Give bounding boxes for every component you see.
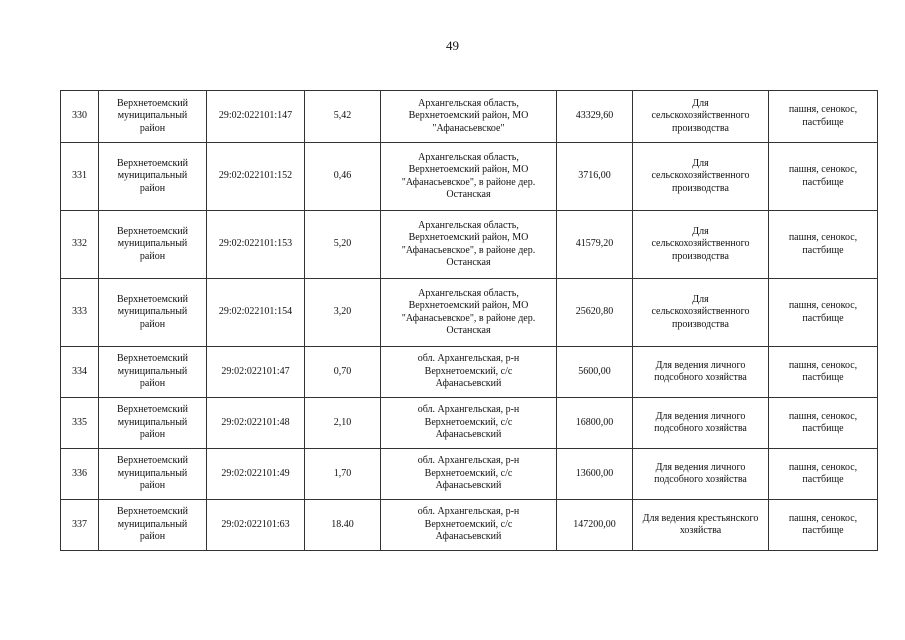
address-cell: Архангельская область, Верхнетоемский район, МО "Афанасьевское", в районе дер. Останская [381, 143, 557, 211]
cadastral-number-cell: 29:02:022101:63 [207, 500, 305, 551]
purpose-cell: Для сельскохозяйственного производства [633, 211, 769, 279]
table-row [61, 347, 878, 398]
area-cell: 3,20 [305, 279, 381, 347]
usage-cell: пашня, сенокос, пастбище [769, 398, 878, 449]
table-row [61, 279, 878, 347]
row-number-cell: 333 [61, 279, 99, 347]
value-cell: 147200,00 [557, 500, 633, 551]
address-cell: Архангельская область, Верхнетоемский район, МО "Афанасьевское", в районе дер. Останская [381, 211, 557, 279]
table-row [61, 211, 878, 279]
cadastral-number-cell: 29:02:022101:48 [207, 398, 305, 449]
cadastral-number-cell: 29:02:022101:154 [207, 279, 305, 347]
usage-cell: пашня, сенокос, пастбище [769, 449, 878, 500]
usage-cell: пашня, сенокос, пастбище [769, 279, 878, 347]
table-row [61, 143, 878, 211]
district-cell: Верхнетоемский муниципальный район [99, 211, 207, 279]
cadastral-number-cell: 29:02:022101:147 [207, 91, 305, 143]
purpose-cell: Для сельскохозяйственного производства [633, 143, 769, 211]
value-cell: 16800,00 [557, 398, 633, 449]
cadastral-number-cell: 29:02:022101:47 [207, 347, 305, 398]
district-cell: Верхнетоемский муниципальный район [99, 500, 207, 551]
purpose-cell: Для ведения крестьянского хозяйства [633, 500, 769, 551]
value-cell: 43329,60 [557, 91, 633, 143]
area-cell: 0,46 [305, 143, 381, 211]
cadastral-number-cell: 29:02:022101:153 [207, 211, 305, 279]
table-row [61, 91, 878, 143]
address-cell: обл. Архангельская, р-н Верхнетоемский, с/с Афанасьевский [381, 449, 557, 500]
usage-cell: пашня, сенокос, пастбище [769, 347, 878, 398]
area-cell: 5,20 [305, 211, 381, 279]
area-cell: 18.40 [305, 500, 381, 551]
usage-cell: пашня, сенокос, пастбище [769, 91, 878, 143]
purpose-cell: Для ведения личного подсобного хозяйства [633, 347, 769, 398]
address-cell: обл. Архангельская, р-н Верхнетоемский, с/с Афанасьевский [381, 398, 557, 449]
table-row [61, 500, 878, 551]
address-cell: Архангельская область, Верхнетоемский район, МО "Афанасьевское", в районе дер. Останская [381, 279, 557, 347]
district-cell: Верхнетоемский муниципальный район [99, 347, 207, 398]
address-cell: обл. Архангельская, р-н Верхнетоемский, с/с Афанасьевский [381, 347, 557, 398]
address-cell: Архангельская область, Верхнетоемский район, МО "Афанасьевское" [381, 91, 557, 143]
value-cell: 3716,00 [557, 143, 633, 211]
value-cell: 5600,00 [557, 347, 633, 398]
row-number-cell: 331 [61, 143, 99, 211]
table-body [61, 91, 878, 551]
table-row [61, 449, 878, 500]
address-cell: обл. Архангельская, р-н Верхнетоемский, с/с Афанасьевский [381, 500, 557, 551]
row-number-cell: 330 [61, 91, 99, 143]
land-plots-table [60, 90, 878, 551]
district-cell: Верхнетоемский муниципальный район [99, 91, 207, 143]
row-number-cell: 335 [61, 398, 99, 449]
page-number: 49 [446, 38, 459, 53]
purpose-cell: Для ведения личного подсобного хозяйства [633, 398, 769, 449]
district-cell: Верхнетоемский муниципальный район [99, 279, 207, 347]
row-number-cell: 337 [61, 500, 99, 551]
row-number-cell: 332 [61, 211, 99, 279]
district-cell: Верхнетоемский муниципальный район [99, 143, 207, 211]
usage-cell: пашня, сенокос, пастбище [769, 143, 878, 211]
cadastral-number-cell: 29:02:022101:49 [207, 449, 305, 500]
area-cell: 0,70 [305, 347, 381, 398]
value-cell: 25620,80 [557, 279, 633, 347]
purpose-cell: Для сельскохозяйственного производства [633, 91, 769, 143]
area-cell: 2,10 [305, 398, 381, 449]
value-cell: 13600,00 [557, 449, 633, 500]
purpose-cell: Для ведения личного подсобного хозяйства [633, 449, 769, 500]
purpose-cell: Для сельскохозяйственного производства [633, 279, 769, 347]
area-cell: 5,42 [305, 91, 381, 143]
table-row [61, 398, 878, 449]
district-cell: Верхнетоемский муниципальный район [99, 449, 207, 500]
cadastral-number-cell: 29:02:022101:152 [207, 143, 305, 211]
row-number-cell: 334 [61, 347, 99, 398]
area-cell: 1,70 [305, 449, 381, 500]
row-number-cell: 336 [61, 449, 99, 500]
district-cell: Верхнетоемский муниципальный район [99, 398, 207, 449]
usage-cell: пашня, сенокос, пастбище [769, 500, 878, 551]
usage-cell: пашня, сенокос, пастбище [769, 211, 878, 279]
value-cell: 41579,20 [557, 211, 633, 279]
